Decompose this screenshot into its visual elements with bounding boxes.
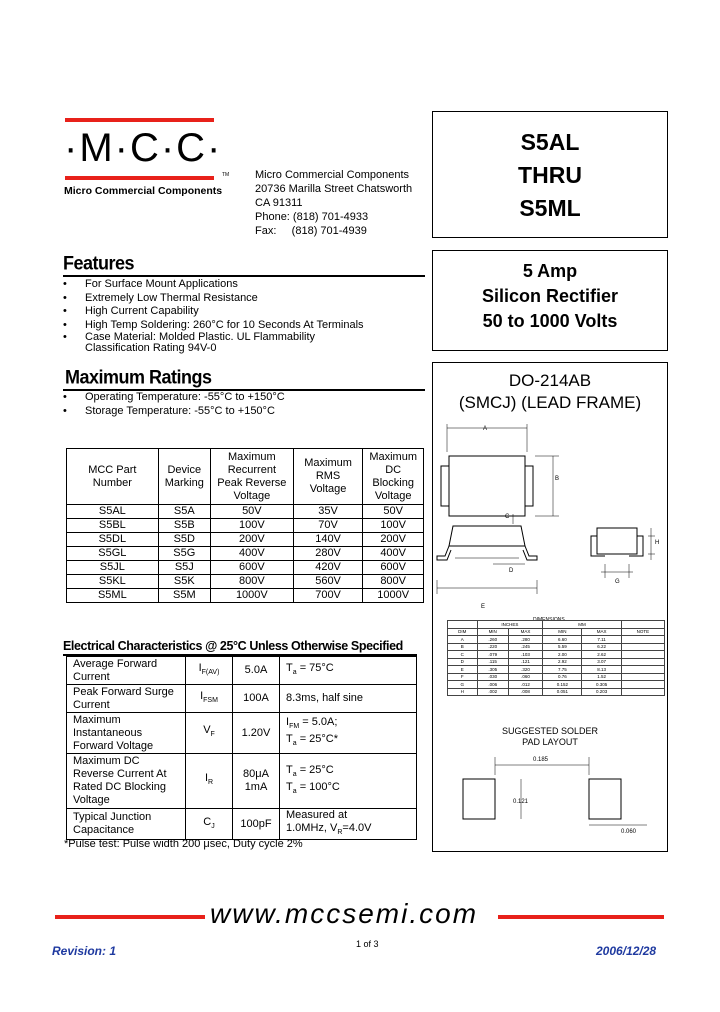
param-cell: Average Forward Current — [67, 657, 186, 685]
logo-tm: TM — [222, 172, 230, 178]
company-address — [255, 168, 412, 238]
symbol-cell — [186, 713, 233, 754]
dim-cell: .305 — [477, 666, 508, 674]
dim-cell: .030 — [477, 673, 508, 681]
dim-cell: G — [448, 681, 478, 689]
condition-cell — [280, 809, 417, 840]
dim-row — [448, 688, 665, 696]
feature-item-continued: Classification Rating 94V-0 — [85, 342, 217, 354]
dim-inches-header: INCHES — [477, 621, 543, 629]
cond-sub: a — [292, 669, 297, 677]
table-row — [67, 754, 417, 809]
dim-cell: .103 — [508, 651, 542, 659]
dim-cell: .245 — [508, 643, 542, 651]
dim-cell — [621, 673, 664, 681]
table-row — [67, 575, 424, 589]
table-cell: 100V — [210, 519, 293, 533]
address-line: Fax: (818) 701-4939 — [255, 225, 367, 237]
table-cell: 560V — [293, 575, 363, 589]
package-subname: (SMCJ) (LEAD FRAME) — [458, 393, 642, 412]
dim-header: MIN — [543, 628, 582, 636]
dim-cell: 1.52 — [582, 673, 621, 681]
symbol: V — [203, 724, 211, 737]
revision: Revision: 1 — [52, 944, 117, 958]
dim-mm-header: MM — [543, 621, 621, 629]
dim-row — [448, 636, 665, 644]
table-row — [67, 519, 424, 533]
cond: I — [286, 715, 290, 728]
feature-item: • Extremely Low Thermal Resistance — [63, 292, 423, 306]
pulse-test-note: *Pulse test: Pulse width 200 μsec, Duty cycle 2% — [64, 838, 303, 850]
symbol-cell — [186, 657, 233, 685]
symbol: I — [198, 661, 202, 674]
dim-cell: 7.75 — [543, 666, 582, 674]
desc-voltage: 50 to 1000 Volts — [482, 311, 618, 331]
value-cell: 1.20V — [233, 713, 280, 754]
dim-cell: .320 — [508, 666, 542, 674]
pad-dim-height: 0.121 — [513, 799, 529, 805]
value: 80μA — [243, 768, 269, 780]
table-cell: 1000V — [363, 589, 424, 603]
feature-item: • High Current Capability — [63, 305, 423, 319]
dim-cell: 8.13 — [582, 666, 621, 674]
part-number-start: S5AL — [520, 129, 580, 155]
table-row — [67, 713, 417, 754]
dim-cell: 0.152 — [543, 681, 582, 689]
desc-type: Silicon Rectifier — [481, 286, 619, 306]
table-cell: 600V — [210, 561, 293, 575]
condition-cell — [280, 713, 417, 754]
symbol-sub: F(AV) — [201, 669, 220, 677]
description-box — [432, 250, 668, 351]
address-line: Phone: (818) 701-4933 — [255, 211, 369, 223]
dim-cell — [621, 666, 664, 674]
mcc-logo: ·M·C·C· — [64, 126, 223, 170]
table-cell: S5M — [158, 589, 210, 603]
symbol-cell — [186, 685, 233, 713]
table-cell: 600V — [363, 561, 424, 575]
dim-cell: .121 — [508, 658, 542, 666]
table-cell: S5K — [158, 575, 210, 589]
table-cell: 35V — [293, 505, 363, 519]
dim-cell: 0.203 — [582, 688, 621, 696]
table-cell: 280V — [293, 547, 363, 561]
table-row — [67, 533, 424, 547]
col-rms-voltage: Maximum RMS Voltage — [293, 449, 363, 505]
rating-item: • Operating Temperature: -55°C to +150°C — [63, 391, 423, 405]
dim-cell: .280 — [508, 636, 542, 644]
dim-label-d: D — [509, 568, 514, 574]
table-cell: 400V — [363, 547, 424, 561]
cond-sub: a — [292, 788, 297, 796]
cond-sub: R — [337, 829, 343, 837]
max-ratings-list — [63, 391, 423, 418]
param-cell: Peak Forward Surge Current — [67, 685, 186, 713]
dim-group-header — [448, 621, 665, 629]
dim-cell: .115 — [477, 658, 508, 666]
dim-cell: 0.305 — [582, 681, 621, 689]
symbol: I — [200, 689, 204, 702]
revision-date: 2006/12/28 — [596, 944, 657, 958]
feature-item: • Case Material: Molded Plastic. UL Flammability — [63, 332, 423, 343]
param-cell: Typical Junction Capacitance — [67, 809, 186, 840]
dim-cell: D — [448, 658, 478, 666]
dim-cell: 5.59 — [543, 643, 582, 651]
dim-header: NOTE — [621, 628, 664, 636]
dim-cell: 6.22 — [582, 643, 621, 651]
symbol-sub: R — [208, 779, 214, 787]
website-url[interactable]: www.mccsemi.com — [210, 898, 479, 929]
logo-subtitle: Micro Commercial Components — [64, 185, 223, 197]
table-cell: 700V — [293, 589, 363, 603]
dim-cell: .220 — [477, 643, 508, 651]
dim-header: MAX — [582, 628, 621, 636]
dim-cell — [621, 681, 664, 689]
table-row — [67, 589, 424, 603]
table-row — [67, 809, 417, 840]
cond-sub: a — [292, 740, 297, 748]
feature-item: • High Temp Soldering: 260°C for 10 Seconds At Terminals — [63, 319, 423, 333]
cond-rest: = 25°C — [296, 763, 334, 776]
cond-rest: = 100°C — [296, 781, 340, 793]
table-cell: 400V — [210, 547, 293, 561]
dim-cell: 7.11 — [582, 636, 621, 644]
dim-cell — [621, 621, 664, 629]
dim-label-e: E — [481, 604, 486, 610]
table-cell: 200V — [363, 533, 424, 547]
feature-item: • For Surface Mount Applications — [63, 278, 423, 292]
table-cell: S5B — [158, 519, 210, 533]
table-cell: 800V — [210, 575, 293, 589]
cond: Measured at — [286, 809, 348, 821]
footer-bar-left — [55, 915, 205, 919]
dim-cell: 2.92 — [543, 658, 582, 666]
value: 1mA — [244, 781, 268, 793]
part-number-thru: THRU — [518, 162, 582, 188]
dim-row — [448, 643, 665, 651]
pad-dim-spacing: 0.060 — [621, 829, 637, 835]
dim-cell: 2.00 — [543, 651, 582, 659]
table-row — [67, 547, 424, 561]
table-cell: S5KL — [67, 575, 159, 589]
footer-bar-right — [498, 915, 664, 919]
symbol-sub: J — [211, 822, 215, 830]
dim-cell — [621, 658, 664, 666]
value-cell: 5.0A — [233, 657, 280, 685]
logo-top-bar — [65, 118, 214, 122]
dim-cell: F — [448, 673, 478, 681]
dim-cell: .008 — [508, 688, 542, 696]
symbol-cell — [186, 754, 233, 809]
table-cell: 140V — [293, 533, 363, 547]
cond: T — [286, 733, 293, 745]
table-cell: 200V — [210, 533, 293, 547]
dim-cell — [621, 688, 664, 696]
dim-cell — [448, 621, 478, 629]
table-cell: 70V — [293, 519, 363, 533]
cond: 1.0MHz, V — [286, 822, 338, 834]
dim-cell: B — [448, 643, 478, 651]
table-row — [67, 657, 417, 685]
address-line: Micro Commercial Components — [255, 169, 410, 181]
part-number-end: S5ML — [519, 195, 581, 221]
dim-cell: .079 — [477, 651, 508, 659]
logo-bottom-bar — [65, 176, 214, 180]
cond-rest: =4.0V — [342, 822, 372, 834]
electrical-title: Electrical Characteristics @ 25°C Unless Otherwise Specified — [63, 639, 403, 653]
dim-cell: E — [448, 666, 478, 674]
cond-rest: = 25°C* — [296, 733, 339, 745]
table-row — [67, 561, 424, 575]
address-line: CA 91311 — [255, 197, 303, 209]
table-cell: 100V — [363, 519, 424, 533]
dim-cell: .260 — [477, 636, 508, 644]
solder-title-1: SUGGESTED SOLDER — [501, 726, 599, 736]
features-title: Features — [63, 252, 135, 274]
dimensions-title: DIMENSIONS — [533, 617, 565, 623]
table-cell: 420V — [293, 561, 363, 575]
col-part-number: MCC Part Number — [67, 449, 159, 505]
value-cell: 100A — [233, 685, 280, 713]
symbol-sub: FSM — [203, 697, 218, 705]
dim-label-b: B — [555, 476, 560, 482]
condition-cell: 8.3ms, half sine — [280, 685, 417, 713]
dim-cell: H — [448, 688, 478, 696]
table-cell: S5DL — [67, 533, 159, 547]
dim-label-c: C — [505, 514, 510, 520]
dim-cell: 0.76 — [543, 673, 582, 681]
pad-dim-width: 0.185 — [533, 757, 549, 763]
dim-header: MIN — [477, 628, 508, 636]
symbol: I — [204, 772, 208, 785]
rating-item: • Storage Temperature: -55°C to +150°C — [63, 405, 423, 419]
cond-sub: a — [292, 771, 297, 778]
cond-rest: = 5.0A; — [299, 715, 338, 728]
table-row — [67, 685, 417, 713]
param-cell: Maximum DC Reverse Current At Rated DC Blocking Voltage — [67, 754, 186, 809]
electrical-table — [66, 656, 417, 840]
dim-row — [448, 681, 665, 689]
dim-cell: A — [448, 636, 478, 644]
table-cell: S5BL — [67, 519, 159, 533]
desc-current: 5 Amp — [522, 261, 578, 281]
page-number: 1 of 3 — [356, 939, 379, 949]
cond: T — [286, 781, 293, 793]
dim-label-a: A — [483, 426, 488, 432]
dim-row — [448, 658, 665, 666]
dim-row — [448, 651, 665, 659]
part-number-box — [432, 111, 668, 238]
table-cell: 50V — [210, 505, 293, 519]
dim-cell: .002 — [477, 688, 508, 696]
dim-header: MAX — [508, 628, 542, 636]
dim-cell: .060 — [508, 673, 542, 681]
table-cell: 1000V — [210, 589, 293, 603]
dim-cell — [621, 636, 664, 644]
symbol-cell — [186, 809, 233, 840]
param-cell: Maximum Instantaneous Forward Voltage — [67, 713, 186, 754]
symbol: C — [203, 815, 212, 828]
dim-cell: .006 — [477, 681, 508, 689]
dim-header: DIM — [448, 628, 478, 636]
cond-rest: = 75°C — [296, 661, 334, 674]
dim-cell: 2.62 — [582, 651, 621, 659]
max-ratings-table — [66, 448, 424, 603]
dim-label-g: G — [615, 579, 620, 585]
col-dc-blocking-voltage: Maximum DC Blocking Voltage — [363, 449, 424, 505]
max-ratings-title: Maximum Ratings — [65, 366, 212, 388]
max-ratings-header-row — [67, 449, 424, 505]
dim-cell — [621, 643, 664, 651]
table-cell: S5ML — [67, 589, 159, 603]
cond: T — [286, 763, 293, 776]
table-cell: S5A — [158, 505, 210, 519]
dim-cell — [621, 651, 664, 659]
table-cell: 50V — [363, 505, 424, 519]
dim-row — [448, 673, 665, 681]
features-rule — [63, 275, 425, 277]
dim-row — [448, 666, 665, 674]
dim-cell: 3.07 — [582, 658, 621, 666]
table-cell: S5AL — [67, 505, 159, 519]
dim-cell: 6.60 — [543, 636, 582, 644]
solder-title-2: PAD LAYOUT — [522, 737, 578, 747]
dim-label-h: H — [655, 540, 660, 546]
value-cell: 100pF — [233, 809, 280, 840]
cond: T — [286, 661, 293, 674]
package-name: DO-214AB — [508, 371, 592, 390]
col-device-marking: Device Marking — [158, 449, 210, 505]
solder-pad-drawing — [433, 751, 667, 851]
dim-cell: .012 — [508, 681, 542, 689]
table-row — [67, 505, 424, 519]
table-cell: S5GL — [67, 547, 159, 561]
table-cell: 800V — [363, 575, 424, 589]
table-cell: S5D — [158, 533, 210, 547]
table-cell: S5JL — [67, 561, 159, 575]
dim-cell: C — [448, 651, 478, 659]
condition-cell — [280, 754, 417, 809]
features-list — [63, 278, 423, 354]
dim-cell: 0.051 — [543, 688, 582, 696]
cond-sub: FM — [289, 723, 300, 730]
table-cell: S5J — [158, 561, 210, 575]
package-box — [432, 362, 668, 852]
dim-header-row — [448, 628, 665, 636]
col-peak-reverse-voltage: Maximum Recurrent Peak Reverse Voltage — [210, 449, 293, 505]
symbol-sub: F — [210, 731, 215, 739]
value-cell — [233, 754, 280, 809]
table-cell: S5G — [158, 547, 210, 561]
address-line: 20736 Marilla Street Chatsworth — [255, 183, 413, 195]
dimensions-table — [447, 620, 665, 696]
condition-cell — [280, 657, 417, 685]
